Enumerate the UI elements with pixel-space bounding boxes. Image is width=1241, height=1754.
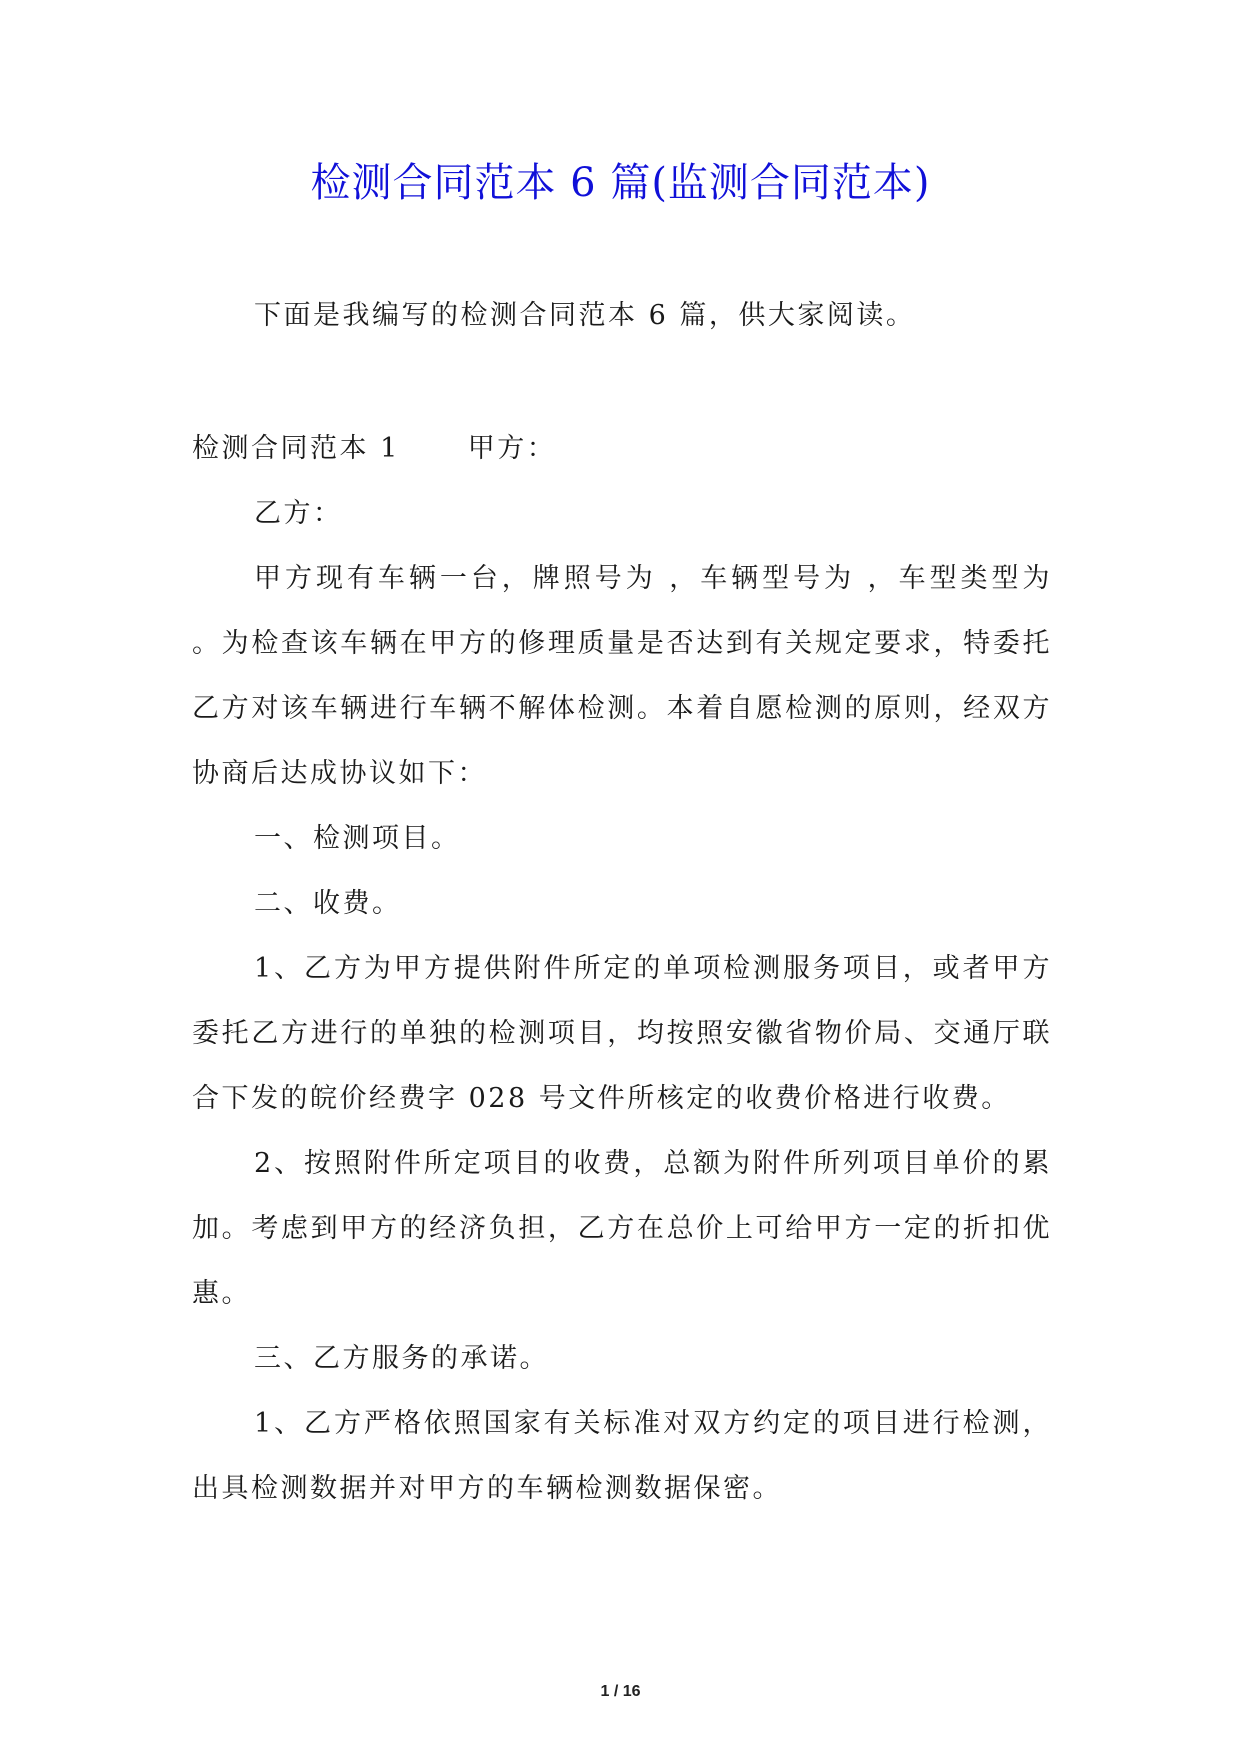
party-a-label: 甲方：: [467, 433, 557, 464]
party-b-label: 乙方：: [254, 498, 343, 529]
section-heading-line: [192, 416, 1052, 481]
paragraph-fees-1: 1、乙方为甲方提供附件所定的单项检测服务项目，或者甲方委托乙方进行的单独的检测项目，均按照安徽省物价局、交通厅联合下发的皖价经费字 028 号文件所核定的收费价格进行收费。: [192, 953, 1052, 1114]
section-heading: 检测合同范本 1: [192, 433, 400, 464]
paragraph-commitment-1: 1、乙方严格依照国家有关标准对双方约定的项目进行检测，出具检测数据并对甲方的车辆检测数据保密。: [192, 1408, 1052, 1504]
document-body: [192, 283, 1052, 1521]
paragraph-fees-2: 2、按照附件所定项目的收费，总额为附件所列项目单价的累加。考虑到甲方的经济负担，乙方在总价上可给甲方一定的折扣优惠。: [192, 1148, 1052, 1309]
paragraph-vehicle: 甲方现有车辆一台，牌照号为 ，车辆型号为 ，车型类型为 。为检查该车辆在甲方的修理质量是否达到有关规定要求，特委托乙方对该车辆进行车辆不解体检测。本着自愿检测的原则，经双方协商后达成协议如下：: [192, 563, 1052, 789]
heading-commitment: 三、乙方服务的承诺。: [254, 1343, 549, 1374]
intro-paragraph: 下面是我编写的检测合同范本 6 篇，供大家阅读。: [254, 300, 916, 331]
page-number: 1 / 16: [600, 1683, 641, 1700]
heading-fees: 二、收费。: [254, 888, 402, 919]
document-title: 检测合同范本 6 篇(监测合同范本): [310, 160, 931, 206]
heading-inspection-items: 一、检测项目。: [254, 823, 461, 854]
